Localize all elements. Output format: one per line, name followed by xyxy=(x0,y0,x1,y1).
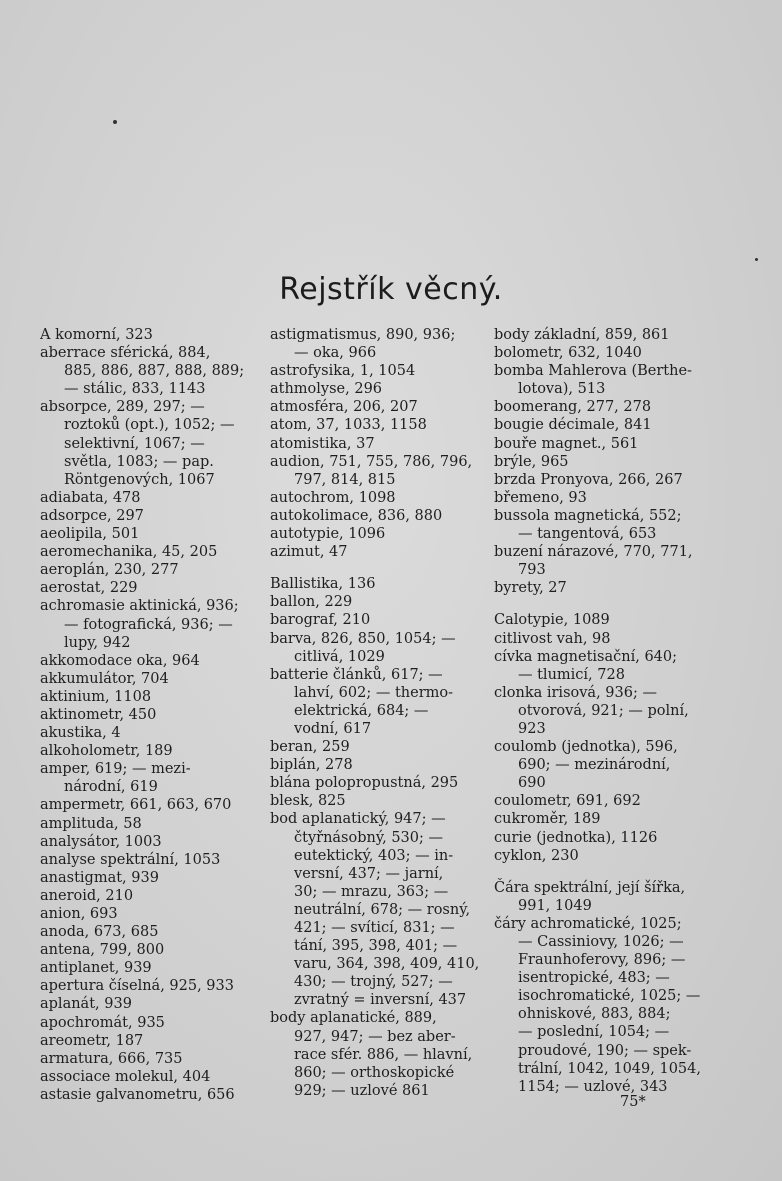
index-entry xyxy=(40,706,266,724)
entry-continuation-line: 991, 1049 xyxy=(518,897,592,914)
entry-continuation-line: 421; — svíticí, 831; — xyxy=(294,920,455,936)
entry-line: adsorpce, 297 xyxy=(40,507,144,524)
index-entry xyxy=(40,326,266,344)
index-entry xyxy=(270,543,488,561)
index-entry xyxy=(40,1014,266,1032)
entry-line: body aplanatické, 889, xyxy=(270,1010,437,1027)
index-entry xyxy=(494,344,710,362)
entry-line: coulomb (jednotka), 596, xyxy=(494,739,678,756)
entry-continuation-line: selektivní, 1067; — xyxy=(64,435,205,452)
entry-line: astigmatismus, 890, 936; xyxy=(270,327,456,343)
entry-line: aplanát, 939 xyxy=(40,996,132,1013)
entry-line: atomistika, 37 xyxy=(270,435,375,452)
index-entry xyxy=(40,670,266,688)
entry-continuation-line: trální, 1042, 1049, 1054, xyxy=(518,1060,701,1077)
entry-line: absorpce, 289, 297; — xyxy=(40,399,205,416)
index-entry xyxy=(40,1068,266,1086)
index-entry xyxy=(494,579,710,597)
index-entry xyxy=(40,1086,266,1104)
index-entry xyxy=(270,435,488,453)
entry-line: astasie galvanometru, 656 xyxy=(40,1086,235,1103)
entry-continuation-line: Röntgenových, 1067 xyxy=(64,471,215,488)
entry-line: barva, 826, 850, 1054; — xyxy=(270,630,456,647)
entry-line: autokolimace, 836, 880 xyxy=(270,507,443,524)
index-entry xyxy=(40,597,266,651)
entry-continuation-line: elektrická, 684; — xyxy=(294,702,429,719)
index-entry xyxy=(270,738,488,756)
entry-line: aeroplán, 230, 277 xyxy=(40,562,179,579)
index-entry xyxy=(494,879,710,915)
entry-line: aktinium, 1108 xyxy=(40,688,152,705)
entry-line: aerostat, 229 xyxy=(40,580,138,597)
entry-line: aktinometr, 450 xyxy=(40,706,157,723)
entry-line: bouře magnet., 561 xyxy=(494,435,639,452)
entry-line: athmolyse, 296 xyxy=(270,381,383,398)
index-entry xyxy=(40,1032,266,1050)
entry-continuation-line: 430; — trojný, 527; — xyxy=(294,974,453,991)
index-entry xyxy=(270,453,488,489)
entry-continuation-line: ohniskové, 883, 884; xyxy=(518,1006,671,1023)
index-entry xyxy=(40,398,266,488)
index-entry xyxy=(494,630,710,648)
index-entry xyxy=(270,380,488,398)
entry-line: anoda, 673, 685 xyxy=(40,924,159,941)
index-entry xyxy=(40,977,266,995)
index-entry xyxy=(494,489,710,507)
index-entry xyxy=(494,326,710,344)
index-entry xyxy=(40,796,266,814)
entry-continuation-line: isochromatické, 1025; — xyxy=(518,988,701,1005)
entry-line: audion, 751, 755, 786, 796, xyxy=(270,453,473,470)
entry-line: curie (jednotka), 1126 xyxy=(494,829,658,846)
index-entry xyxy=(40,941,266,959)
entry-line: areometr, 187 xyxy=(40,1032,144,1049)
index-entry xyxy=(270,1009,488,1099)
entry-continuation-line: proudové, 190; — spek- xyxy=(518,1042,692,1059)
entry-line: apochromát, 935 xyxy=(40,1014,165,1031)
entry-continuation-line: otvorová, 921; — polní, xyxy=(518,702,689,719)
entry-line: akkumulátor, 704 xyxy=(40,670,169,687)
entry-line: astrofysika, 1, 1054 xyxy=(270,363,416,380)
index-entry xyxy=(270,611,488,629)
index-entry xyxy=(270,630,488,666)
entry-line: brýle, 965 xyxy=(494,453,569,470)
entry-continuation-line: lupy, 942 xyxy=(64,634,131,651)
index-entry xyxy=(494,915,710,1096)
index-entry xyxy=(40,923,266,941)
entry-line: aeolipila, 501 xyxy=(40,526,140,543)
index-entry xyxy=(40,561,266,579)
page-number: 75* xyxy=(620,1094,646,1110)
index-entry xyxy=(270,756,488,774)
entry-line: anion, 693 xyxy=(40,906,118,922)
entry-line: aberrace sférická, 884, xyxy=(40,345,211,362)
index-entry xyxy=(40,525,266,543)
entry-line: azimut, 47 xyxy=(270,544,348,561)
entry-continuation-line: 690; — mezinárodní, xyxy=(518,757,671,774)
entry-line: Calotypie, 1089 xyxy=(494,612,610,629)
entry-continuation-line: eutektický, 403; — in- xyxy=(294,847,454,864)
entry-continuation-line: vodní, 617 xyxy=(294,720,372,737)
entry-continuation-line: lahví, 602; — thermo- xyxy=(294,684,454,701)
entry-continuation-line: race sfér. 886, — hlavní, xyxy=(294,1046,473,1063)
entry-continuation-line: neutrální, 678; — rosný, xyxy=(294,901,471,918)
entry-line: brzda Pronyova, 266, 267 xyxy=(494,471,683,488)
entry-line: amper, 619; — mezi- xyxy=(40,761,191,778)
index-column-3 xyxy=(494,326,710,1096)
index-entry xyxy=(494,435,710,453)
index-entry xyxy=(494,398,710,416)
entry-continuation-line: varu, 364, 398, 409, 410, xyxy=(294,956,480,973)
entry-line: bomba Mahlerova (Berthe- xyxy=(494,363,692,380)
index-entry xyxy=(270,489,488,507)
entry-line: atom, 37, 1033, 1158 xyxy=(270,417,427,434)
entry-line: batterie článků, 617; — xyxy=(270,666,443,683)
entry-line: bussola magnetická, 552; xyxy=(494,507,682,524)
index-entry xyxy=(40,652,266,670)
entry-line: Ballistika, 136 xyxy=(270,576,376,593)
index-entry xyxy=(40,688,266,706)
index-entry xyxy=(494,792,710,810)
entry-line: ampermetr, 661, 663, 670 xyxy=(40,797,232,814)
index-entry xyxy=(40,833,266,851)
index-entry xyxy=(494,810,710,828)
entry-line: blesk, 825 xyxy=(270,793,346,810)
entry-line: čáry achromatické, 1025; xyxy=(494,915,682,932)
index-entry xyxy=(40,579,266,597)
index-entry xyxy=(494,507,710,543)
entry-line: analyse spektrální, 1053 xyxy=(40,851,221,868)
index-entry xyxy=(270,398,488,416)
entry-line: armatura, 666, 735 xyxy=(40,1050,183,1067)
entry-line: břemeno, 93 xyxy=(494,489,587,506)
entry-continuation-line: tání, 395, 398, 401; — xyxy=(294,938,458,955)
entry-continuation-line: isentropické, 483; — xyxy=(518,970,670,987)
entry-line: buzení nárazové, 770, 771, xyxy=(494,544,693,561)
entry-continuation-line: 885, 886, 887, 888, 889; xyxy=(64,363,245,380)
index-entry xyxy=(494,829,710,847)
index-entry xyxy=(494,453,710,471)
entry-line: alkoholometr, 189 xyxy=(40,743,173,760)
index-entry xyxy=(494,648,710,684)
index-entry xyxy=(494,611,710,629)
index-entry xyxy=(40,959,266,977)
entry-continuation-line: — Cassiniovy, 1026; — xyxy=(518,934,684,950)
entry-line: apertura číselná, 925, 933 xyxy=(40,978,234,995)
entry-line: aneroid, 210 xyxy=(40,887,134,904)
entry-line: antena, 799, 800 xyxy=(40,942,165,959)
entry-continuation-line: 1154; — uzlové, 343 xyxy=(518,1078,668,1095)
entry-continuation-line: — oka, 966 xyxy=(294,345,377,362)
entry-continuation-line: 929; — uzlové 861 xyxy=(294,1082,430,1099)
index-entry xyxy=(494,543,710,579)
entry-continuation-line: — tangentová, 653 xyxy=(518,526,657,543)
entry-line: clonka irisová, 936; — xyxy=(494,684,657,701)
entry-continuation-line: roztoků (opt.), 1052; — xyxy=(64,417,235,434)
index-entry xyxy=(40,1050,266,1068)
index-entry xyxy=(270,774,488,792)
entry-line: body základní, 859, 861 xyxy=(494,327,670,343)
index-entry xyxy=(494,847,710,865)
entry-continuation-line: — poslední, 1054; — xyxy=(518,1024,670,1041)
entry-continuation-line: lotova), 513 xyxy=(518,381,606,398)
entry-line: beran, 259 xyxy=(270,739,350,756)
entry-line: barograf, 210 xyxy=(270,612,371,629)
entry-continuation-line: versní, 437; — jarní, xyxy=(294,865,444,882)
index-entry xyxy=(270,525,488,543)
entry-continuation-line: — fotografická, 936; — xyxy=(64,616,233,633)
index-entry xyxy=(40,815,266,833)
entry-line: byrety, 27 xyxy=(494,580,567,597)
index-entry xyxy=(40,760,266,796)
entry-line: amplituda, 58 xyxy=(40,815,142,832)
index-entry xyxy=(40,724,266,742)
entry-continuation-line: 923 xyxy=(518,720,546,737)
index-entry xyxy=(270,666,488,738)
entry-line: ballon, 229 xyxy=(270,594,353,611)
entry-line: Čára spektrální, její šířka, xyxy=(494,879,686,896)
entry-line: aeromechanika, 45, 205 xyxy=(40,544,218,561)
entry-continuation-line: zvratný = inversní, 437 xyxy=(294,992,467,1009)
entry-line: atmosféra, 206, 207 xyxy=(270,399,418,416)
entry-line: citlivost vah, 98 xyxy=(494,630,611,647)
entry-line: antiplanet, 939 xyxy=(40,960,152,977)
entry-continuation-line: 793 xyxy=(518,562,546,579)
index-entry xyxy=(494,471,710,489)
index-entry xyxy=(270,326,488,362)
entry-line: akustika, 4 xyxy=(40,725,121,742)
index-entry xyxy=(270,507,488,525)
entry-line: autotypie, 1096 xyxy=(270,526,386,543)
entry-line: cívka magnetisační, 640; xyxy=(494,648,678,665)
entry-continuation-line: 927, 947; — bez aber- xyxy=(294,1028,456,1045)
index-entry xyxy=(40,905,266,923)
index-entry xyxy=(40,507,266,525)
index-entry xyxy=(270,593,488,611)
page-title: Rejstřík věcný. xyxy=(279,272,503,307)
entry-continuation-line: 30; — mrazu, 363; — xyxy=(294,883,449,900)
entry-line: analysátor, 1003 xyxy=(40,833,162,850)
entry-line: coulometr, 691, 692 xyxy=(494,793,641,810)
entry-line: achromasie aktinická, 936; xyxy=(40,598,239,615)
entry-continuation-line: citlivá, 1029 xyxy=(294,648,385,665)
entry-line: bougie décimale, 841 xyxy=(494,417,652,434)
index-entry xyxy=(270,362,488,380)
index-entry xyxy=(270,810,488,1009)
entry-continuation-line: čtyřnásobný, 530; — xyxy=(294,829,444,846)
index-column-1 xyxy=(40,326,266,1104)
entry-continuation-line: světla, 1083; — pap. xyxy=(64,453,214,470)
index-entry xyxy=(494,738,710,792)
entry-line: cyklon, 230 xyxy=(494,847,579,864)
entry-continuation-line: 690 xyxy=(518,775,546,792)
index-entry xyxy=(40,851,266,869)
index-entry xyxy=(270,575,488,593)
entry-line: cukroměr, 189 xyxy=(494,811,601,828)
entry-line: akkomodace oka, 964 xyxy=(40,652,200,669)
index-column-2 xyxy=(270,326,488,1100)
index-entry xyxy=(270,792,488,810)
index-entry xyxy=(40,344,266,398)
index-entry xyxy=(40,887,266,905)
print-speck xyxy=(755,258,758,261)
print-speck xyxy=(113,120,117,124)
index-entry xyxy=(494,416,710,434)
entry-continuation-line: Fraunhoferovy, 896; — xyxy=(518,952,686,969)
index-entry xyxy=(494,362,710,398)
index-entry xyxy=(40,543,266,561)
entry-continuation-line: — tlumicí, 728 xyxy=(518,666,625,683)
entry-line: autochrom, 1098 xyxy=(270,489,396,506)
index-entry xyxy=(40,995,266,1013)
entry-continuation-line: národní, 619 xyxy=(64,779,158,796)
index-entry xyxy=(270,416,488,434)
entry-continuation-line: 860; — orthoskopické xyxy=(294,1064,455,1081)
index-entry xyxy=(40,742,266,760)
index-entry xyxy=(494,684,710,738)
entry-line: anastigmat, 939 xyxy=(40,869,159,886)
index-entry xyxy=(40,489,266,507)
entry-line: bolometr, 632, 1040 xyxy=(494,345,642,362)
entry-continuation-line: — stálic, 833, 1143 xyxy=(64,381,206,398)
entry-line: blána polopropustná, 295 xyxy=(270,775,459,792)
entry-line: boomerang, 277, 278 xyxy=(494,399,652,416)
index-entry xyxy=(40,869,266,887)
entry-line: bod aplanatický, 947; — xyxy=(270,811,446,828)
entry-line: associace molekul, 404 xyxy=(40,1068,211,1085)
entry-line: A komorní, 323 xyxy=(40,327,153,343)
entry-line: biplán, 278 xyxy=(270,757,353,774)
entry-line: adiabata, 478 xyxy=(40,489,141,506)
entry-continuation-line: 797, 814, 815 xyxy=(294,471,396,488)
